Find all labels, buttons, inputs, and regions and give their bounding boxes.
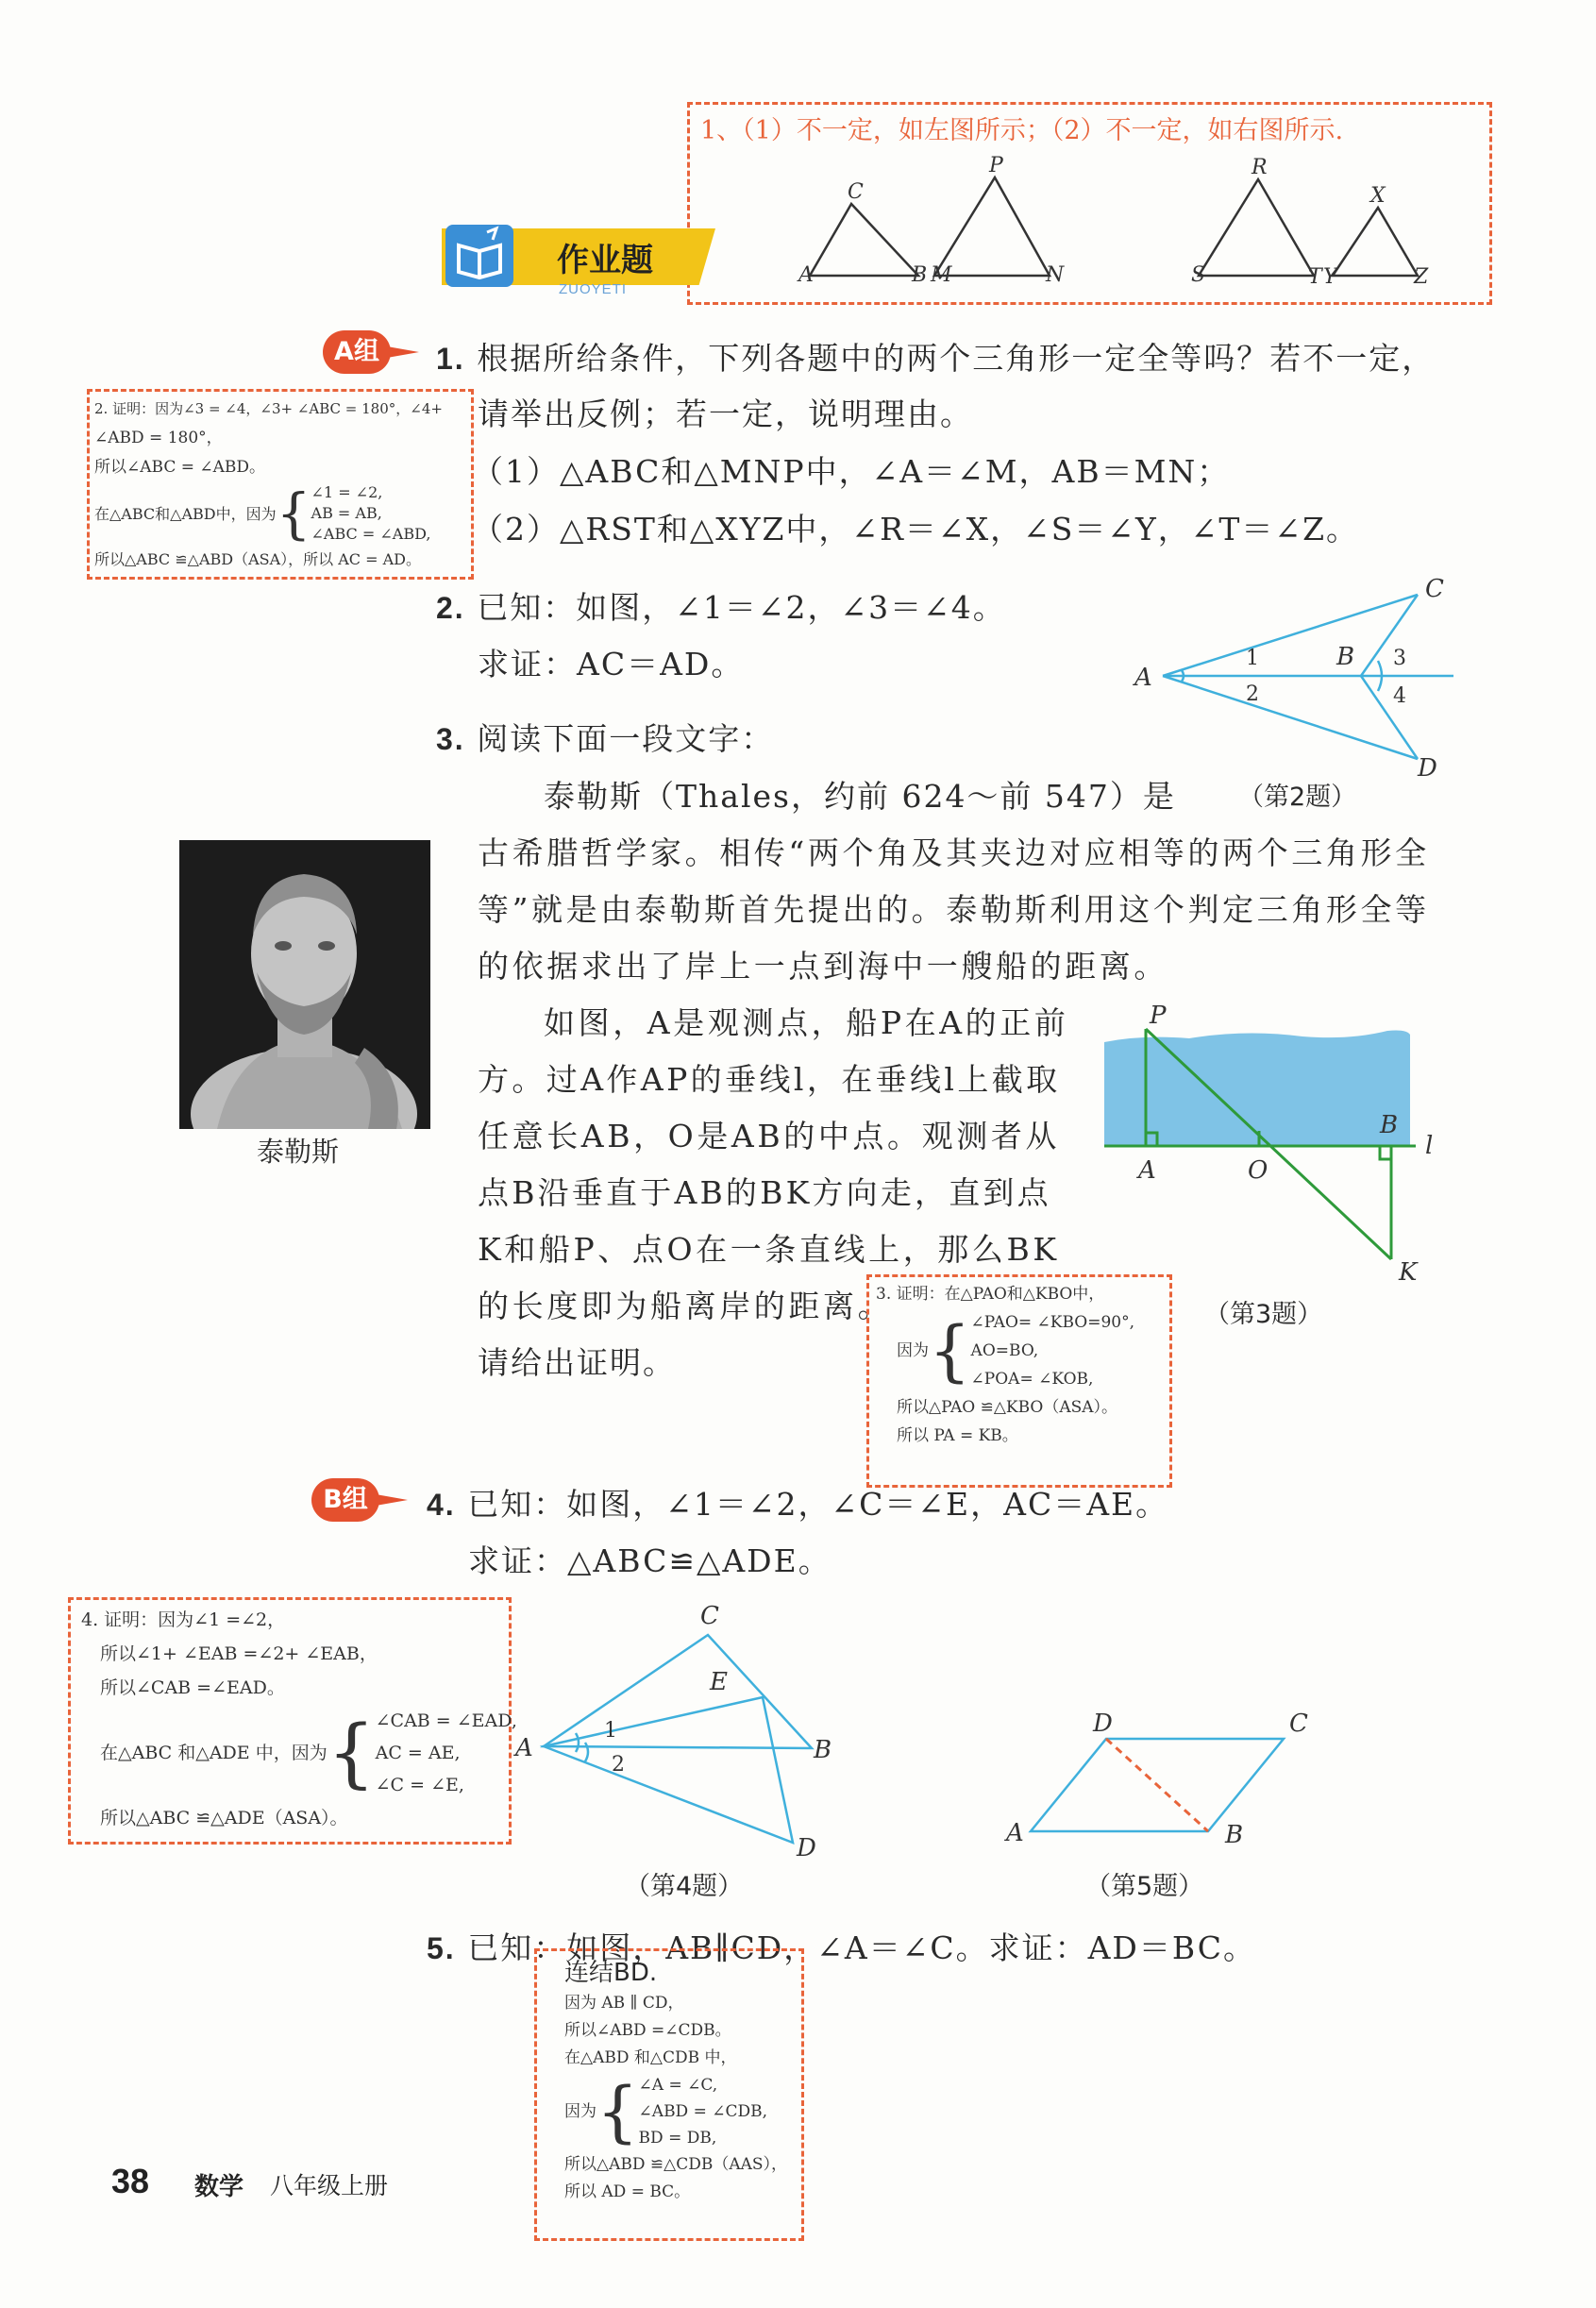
answer-5-brace-items [639,2072,767,2151]
answer-5-mid: 因为 [564,2101,596,2121]
answer-4-line3: 所以∠CAB =∠EAD。 [100,1677,285,1698]
q3-p9: K和船P、点O在一条直线上，那么BK [478,1231,1060,1268]
q5-label-b: B [1225,1821,1244,1849]
thales-portrait [179,840,430,1129]
q2-label-4: 4 [1393,684,1406,708]
answer-2-b2: AB = AB, [311,504,382,522]
q3-p11: 请给出证明。 [478,1344,676,1381]
answer-5-line5: 所以 AD = BC。 [564,2182,691,2201]
answer-5-text [564,1956,787,2206]
q3-label-b: B [1380,1111,1399,1139]
label-s: S [1191,263,1206,287]
q4-label-a: A [515,1734,533,1762]
q4-figure [510,1586,849,1869]
q3-label-a: A [1138,1156,1156,1185]
q4-line2: 求证：△ABC≌△ADE。 [468,1542,832,1579]
brace: { [596,2073,639,2150]
triangle-rst [1199,179,1314,276]
q3-p10: 的长度即为船离岸的距离。 [478,1288,893,1324]
q2-line2: 求证：AC＝AD。 [478,646,745,682]
answer-3-line1: 3. 证明：在△PAO和△KBO中， [876,1285,1105,1304]
q2-label-d: D [1418,754,1437,783]
header-subtitle: ZUOYETI [559,281,628,297]
answer-5-title: 连结BD. [564,1959,658,1987]
q4-line1 [427,1480,1168,1525]
q3-number: 3. [436,722,465,756]
q2-label-a: A [1134,664,1152,692]
q4-number: 4. [427,1488,456,1522]
q5-number: 5. [427,1931,456,1965]
triangle-abc-q4 [544,1635,812,1748]
label-n: N [1046,263,1065,287]
answer-4-b1: ∠CAB = ∠EAD, [375,1710,517,1731]
label-a: A [798,263,814,287]
answer-3-brace-row [876,1308,1134,1393]
label-b: B [912,263,928,287]
answer-1-figures [793,151,1482,293]
q5-label-d: D [1093,1710,1113,1738]
brace: { [327,1709,376,1796]
answer-2-line1: 2. 证明：因为∠3 = ∠4，∠3+ ∠ABC = 180°，∠4+ [94,400,443,417]
q2-label-c: C [1425,575,1444,603]
answer-2-brace-items [311,482,431,545]
q4-label-c: C [700,1602,719,1630]
answer-4-brace-row [100,1705,517,1801]
q4-label-2: 2 [612,1753,625,1777]
answer-2-line5: 所以△ABC ≌△ABD（ASA），所以 AC = AD。 [94,550,422,568]
footer-subject: 数学 [194,2173,244,2201]
answer-5-b1: ∠A = ∠C, [638,2076,718,2095]
answer-2-line4: 在△ABC和△ABD中，因为 [94,504,277,523]
q3-caption: （第3题） [1204,1300,1323,1329]
answer-5-line2: 所以∠ABD =∠CDB。 [564,2021,731,2040]
q5-text-1: 已知：如图，AB∥CD，∠A＝∠C。求证：AD＝BC。 [467,1929,1257,1966]
answer-3-text [876,1280,1134,1450]
q5-label-a: A [1006,1819,1024,1847]
triangle-xyz [1333,208,1418,276]
q4-label-b: B [814,1736,832,1764]
q5-caption: （第5题） [1085,1872,1204,1901]
answer-3-line2: 所以△PAO ≌△KBO（ASA）。 [897,1398,1118,1417]
triangle-mnp [934,177,1050,276]
q3-line1 [436,715,774,759]
label-t: T [1308,265,1322,289]
q4-label-1: 1 [604,1719,617,1743]
q3-figure [1104,991,1444,1284]
answer-5-line1: 因为 AB ∥ CD， [564,1994,684,2013]
bust-figure [179,840,430,1129]
q1-text-1: 根据所给条件，下列各题中的两个三角形一定全等吗？若不一定， [477,340,1436,377]
answer-5-line4: 所以△ABD ≌△CDB（AAS）， [564,2155,788,2174]
q5-label-c: C [1289,1710,1308,1738]
label-p: P [989,154,1003,177]
q3-p2: 古希腊哲学家。相传“两个角及其夹边对应相等的两个三角形全 [478,834,1430,871]
q3-label-k: K [1399,1258,1418,1284]
q2-line1 [436,583,1006,628]
answer-2-b3: ∠ABC = ∠ABD, [311,525,431,543]
q3-p7: 任意长AB，O是AB的中点。观测者从 [478,1118,1061,1154]
answer-5-brace-row [564,2072,787,2151]
q1-line1 [436,334,1435,379]
book-icon [445,225,513,287]
portrait-caption: 泰勒斯 [257,1136,340,1168]
answer-3-line3: 所以 PA = KB。 [897,1426,1018,1445]
q3-label-l: l [1425,1132,1434,1160]
brace: { [276,481,311,546]
group-b-tag: B组 [311,1478,379,1522]
q3-p4: 的依据求出了岸上一点到海中一艘船的距离。 [478,948,1168,985]
answer-2-b1: ∠1 = ∠2, [311,483,383,501]
answer-2-brace-row [94,482,472,545]
label-r: R [1252,156,1268,179]
q1-line2: 请举出反例；若一定，说明理由。 [478,396,973,432]
q2-label-3: 3 [1393,647,1406,670]
answer-4-line1: 4. 证明：因为∠1 =∠2， [81,1609,286,1630]
answer-3-b1: ∠PAO= ∠KBO=90°, [970,1313,1134,1332]
q1-sub1: （1）△ABC和△MNP中，∠A＝∠M，AB＝MN； [472,453,1231,490]
q1-sub2: （2）△RST和△XYZ中，∠R＝∠X，∠S＝∠Y，∠T＝∠Z。 [472,511,1359,548]
q3-p6: 方。过A作AP的垂线l，在垂线l上截取 [478,1061,1061,1098]
diagonal-bd [1106,1739,1208,1831]
q5-figure [991,1699,1331,1860]
answer-3-b3: ∠POA= ∠KOB, [970,1370,1094,1389]
answer-2-text [94,395,472,574]
q3-p3: 等”就是由泰勒斯首先提出的。泰勒斯利用这个判定三角形全等 [478,891,1430,928]
answer-1-text: 1、（1）不一定，如左图所示；（2）不一定，如右图所示. [700,116,1344,145]
q3-p8: 点B沿垂直于AB的BK方向走，直到点 [478,1174,1051,1211]
q2-caption: （第2题） [1238,783,1357,812]
footer-grade: 八年级上册 [270,2172,389,2199]
label-m: M [931,263,952,287]
answer-4-b3: ∠C = ∠E, [375,1775,464,1795]
label-z: Z [1414,265,1429,289]
answer-4-brace-items [376,1705,517,1801]
q1-number: 1. [436,342,465,376]
q2-figure [1114,566,1472,783]
answer-4-line2: 所以∠1+ ∠EAB =∠2+ ∠EAB， [100,1643,378,1664]
q3-p5: 如图，A是观测点，船P在A的正前 [544,1004,1069,1041]
page-number: 38 [111,2162,150,2200]
answer-2-line2: ∠ABD = 180°， [94,429,223,447]
q3-label-o: O [1248,1156,1268,1185]
q4-caption: （第4题） [625,1872,744,1901]
q4-label-e: E [710,1668,728,1696]
q2-label-b: B [1336,643,1355,671]
q2-label-2: 2 [1246,682,1259,706]
q3-label-p: P [1150,1002,1167,1030]
q4-label-d: D [797,1834,816,1862]
answer-4-line5: 所以△ABC ≌△ADE（ASA）。 [100,1808,348,1828]
answer-4-b2: AC = AE, [375,1743,461,1763]
q3-p1: 泰勒斯（Thales，约前 624～前 547）是 [544,778,1176,815]
answer-3-brace-items [971,1308,1134,1393]
label-y: Y [1323,265,1337,289]
answer-3-b2: AO=BO, [970,1341,1039,1360]
q3-text-1: 阅读下面一段文字： [477,720,775,757]
answer-4-line4: 在△ABC 和△ADE 中，因为 [100,1743,328,1763]
answer-5-b3: BD = DB, [638,2129,717,2148]
q2-label-1: 1 [1246,647,1259,670]
q2-text-1: 已知：如图，∠1＝∠2，∠3＝∠4。 [477,589,1006,626]
homework-header [442,228,725,296]
group-a-tag: A组 [323,330,391,374]
brace: { [929,1312,971,1390]
answer-5-line3: 在△ABD 和△CDB 中， [564,2048,737,2067]
label-c: C [848,180,864,204]
label-x: X [1370,184,1386,208]
answer-3-mid: 因为 [897,1341,929,1360]
answer-2-line3: 所以∠ABC = ∠ABD。 [94,458,266,477]
answer-4-text [81,1603,517,1835]
triangle-ade-q4 [544,1697,793,1843]
header-title: 作业题 [557,242,653,279]
triangle-abc [810,204,918,276]
q4-text-1: 已知：如图，∠1＝∠2，∠C＝∠E，AC＝AE。 [467,1486,1169,1523]
q2-number: 2. [436,591,465,625]
answer-5-b2: ∠ABD = ∠CDB, [638,2102,768,2121]
